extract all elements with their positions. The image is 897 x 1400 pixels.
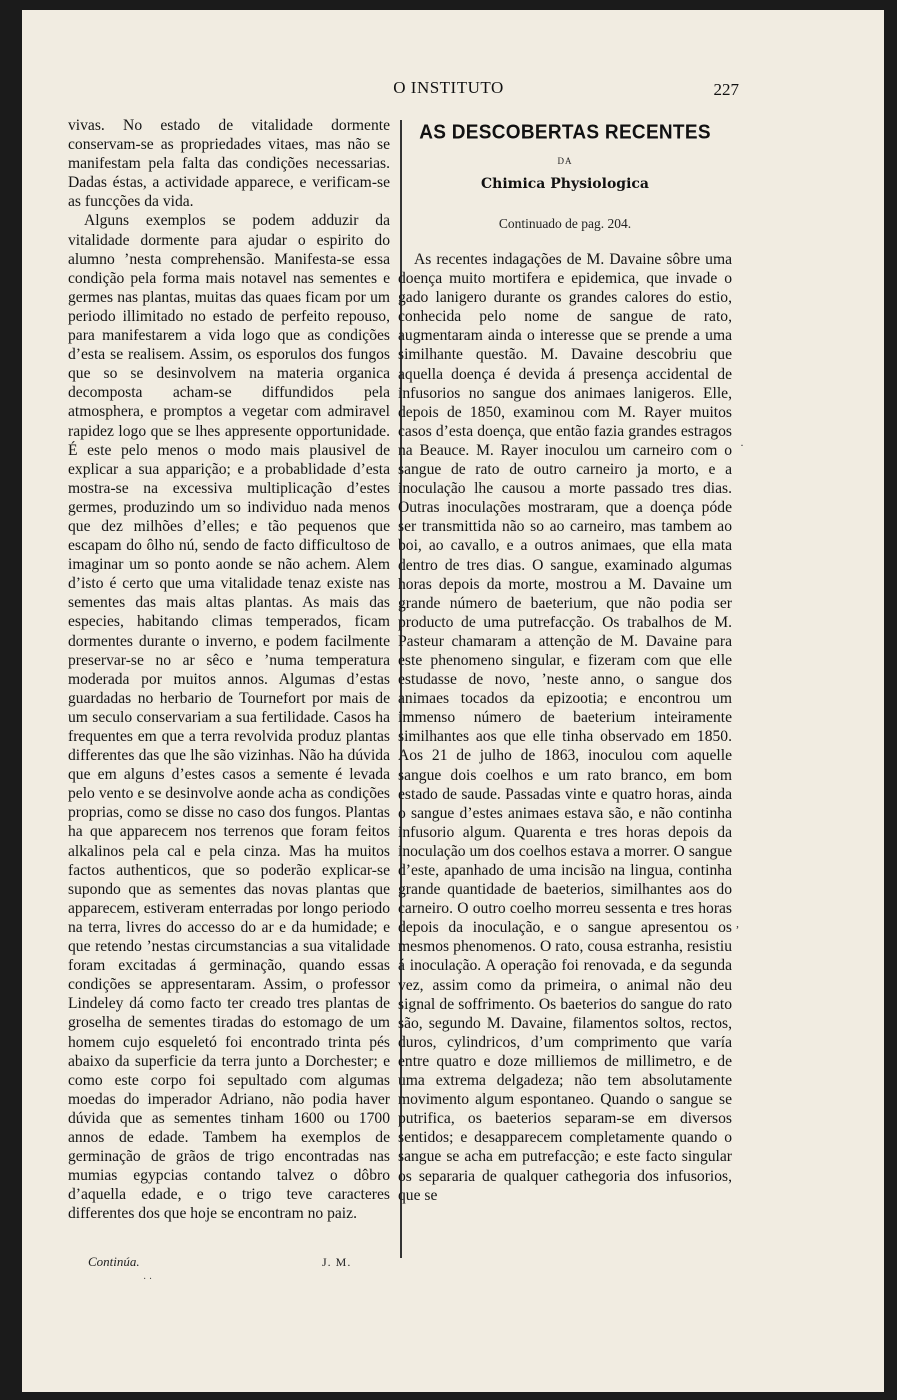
print-mark: ,	[736, 916, 739, 930]
article-paragraph: As recentes indagações de M. Davaine sôbre uma doença muito mortifera e epidemica, que invade o gado lanigero durante os grandes calores do estio, conhecida pelo nome de sangue de rato, augmentaram ainda o interesse que se prende a uma similhante questão. M. Davaine descobriu que aquella doença é devida á presença accidental de infusorios no sangue dos animaes lanigeros. Elle, depois de 1850, examinou com M. Rayer muitos casos d’esta doença, que então fazia grandes estragos na Beauce. M. Rayer inoculou um carneiro com o sangue de rato de outro carneiro ja morto, e a inoculação lhe causou a morte passado tres dias. Outras inoculações mostraram, que a doença póde ser transmittida não so ao carneiro, mas tambem ao boi, ao cavallo, e a outros animaes, que ella mata dentro de tres dias. O sangue, examinado algumas horas depois da morte, mostrou a M. Davaine um grande número de baeterium, que não podia ser producto de uma putrefacção. Os trabalhos de M. Pasteur chamaram a attenção de M. Davaine para este phenomeno singular, e fizeram com que elle estudasse de novo, ’neste anno, o sangue dos animaes tocados da epizootia; e encontrou um immenso número de baeterium inteiramente similhantes aos que elle tinha observado em 1850. Aos 21 de julho de 1863, inoculou com aquelle sangue dois coelhos e um rato branco, em bom estado de saude. Passadas vinte e quatro horas, ainda o sangue d’estes animaes estava são, e não continha infusorio algum. Quarenta e tres horas depois da inoculação um dos coelhos estava a morrer. O sangue d’este, apanhado de uma incisão na lingua, continha grande quantidade de baeterios, similhantes aos do carneiro. O outro coelho morreu sessenta e tres horas depois da inoculação, e o sangue apresentou os mesmos phenomenos. O rato, cousa estranha, resistiu á inoculação. A operação foi renovada, e da segunda vez, assim como da primeira, o animal não deu signal de soffrimento. Os baeterios do sangue do rato são, segundo M. Davaine, filamentos soltos, rectos, duros, cylindricos, d’um comprimento que varía entre quatro e doze milliemos de millimetro, e de uma extrema delgadeza; não tem absolutamente movimento algum espontaneo. Quando o sangue se putrifica, os baeterios separam-se em diversos sentidos; e desapparecem completamente quando o sangue se acha em putrefacção; e este facto singular os separaria de qualquer cathegoria dos infusorios, que se	[398, 251, 732, 1204]
page-number: 227	[713, 80, 739, 99]
ornament-dots: · ·	[143, 1274, 153, 1285]
author-signature: J. M.	[322, 1255, 352, 1269]
print-mark: ·	[740, 438, 744, 452]
article-title: AS DESCOBERTAS RECENTES	[419, 121, 711, 144]
left-column	[68, 116, 390, 1223]
continued-note: Continuado de pag. 204.	[498, 216, 632, 231]
continua-note: Continúa.	[88, 1254, 140, 1269]
right-column	[398, 250, 732, 1205]
left-paragraph-2: Alguns exemplos se podem adduzir da vitalidade dormente para ajudar o espirito do alumno ’nesta comprehensão. Manifesta-se essa condição pela forma mais notavel nas sementes e germes nas plantas, muitas das quaes ficam por um periodo illimitado no estado de perfeito repouso, para manifestarem a vida logo que as condições d’esta se realisem. Assim, os esporulos dos fungos que so se desinvolvem na materia organica decomposta acham-se diffundidos pela atmosphera, e promptos a vegetar com admiravel rapidez logo que se lhes appresente opportunidade. É este pelo menos o modo mais plausivel de explicar a sua apparição; e a probablidade d’esta mostra-se na excessiva multiplicação d’estes germes, produzindo um so individuo nada menos que dez milhões d’elles; e tão pequenos que escapam do ôlho nú, sendo de facto difficultoso de imaginar um so ponto aonde se não achem. Alem d’isto é certo que uma vitalidade tenaz existe nas sementes das mais altas plantas. As mais das especies, habitando climas temperados, ficam dormentes durante o inverno, e podem facilmente preservar-se no ar sêco e ’numa temperatura moderada por muitos annos. Algumas d’estas guardadas no herbario de Tournefort por mais de um seculo conservariam a sua fertilidade. Casos ha frequentes em que a terra revolvida produz plantas differentes das que lhe são vizinhas. Não ha dúvida que em alguns d’estes casos a semente é levada pelo vento e se desinvolve aonde acha as condições proprias, como se disse no caso dos fungos. Plantas ha que apparecem nos terrenos que foram feitos alkalinos pela cal e pela cinza. Mas ha muitos factos authenticos, que so poderão explicar-se supondo que as sementes das novas plantas que apparecem, estiveram enterradas por longo periodo na terra, livres do accesso do ar e da humidade; e que retendo ’nestas circumstancias a sua vitalidade foram excitadas á germinação, quando essas condições se appresentaram. Assim, o professor Lindeley dá como facto ter creado tres plantas de groselha de sementes tiradas do estomago de um homem cujo esqueletó foi encontrado trinta pés abaixo da superficie da terra junto a Dorchester; e como este corpo foi sepultado com algumas moedas do imperador Adriano, não podia haver dúvida que as sementes tinham 1600 ou 1700 annos de edade. Tambem ha exemplos de germinação de grãos de trigo encontradas nas mumias egypcias contando talvez o dôbro d’aquella edade, e o trigo teve caracteres differentes dos que hoje se encontram no paiz.	[68, 212, 390, 1223]
running-header-title: O INSTITUTO	[393, 78, 504, 97]
article-subtitle: Chimica Physiologica	[481, 176, 649, 192]
left-paragraph-1: vivas. No estado de vitalidade dormente conservam-se as propriedades vitaes, mas não se manifestam pela falta das condições necessarias. Dadas éstas, a actividade apparece, e verificam-se as funcções da vida.	[68, 117, 390, 211]
article-title-connector: DA	[557, 156, 573, 166]
